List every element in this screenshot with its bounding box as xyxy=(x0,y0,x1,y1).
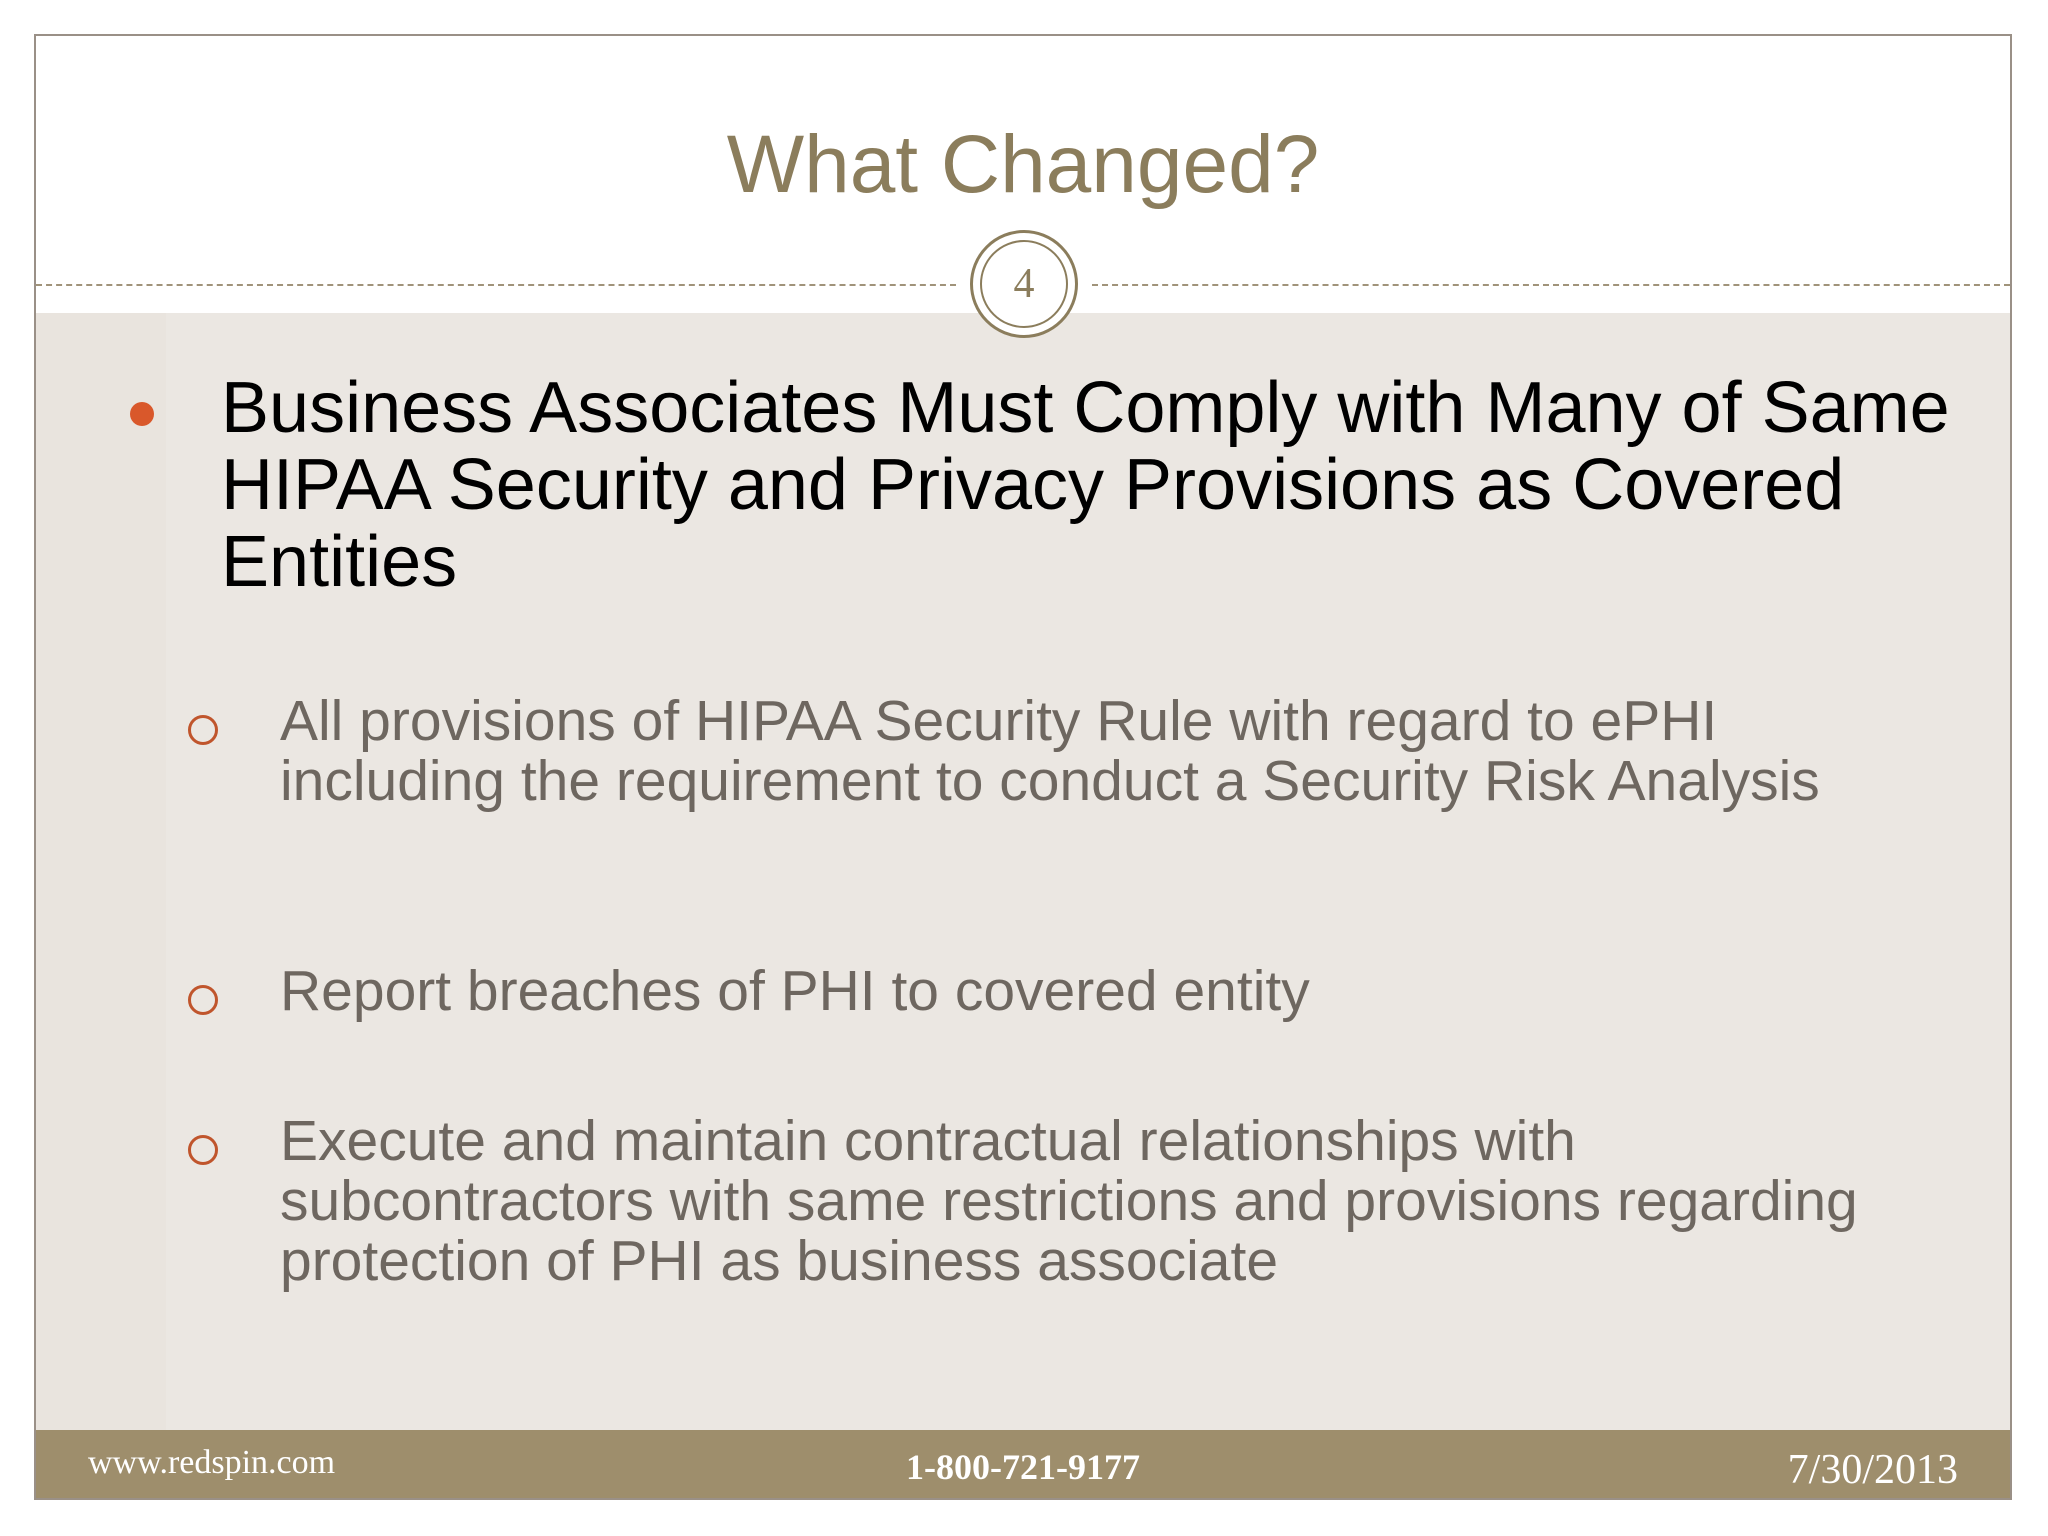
hollow-circle-bullet-icon xyxy=(188,985,218,1015)
title-divider-right xyxy=(1092,284,2010,286)
sub-bullet-text: All provisions of HIPAA Security Rule with regard to ePHI including the requirement to conduct a Security Risk Analysis xyxy=(280,689,1820,813)
footer-phone: 1-800-721-9177 xyxy=(906,1447,1140,1487)
hollow-circle-bullet-icon xyxy=(188,715,218,745)
sub-bullet xyxy=(188,1111,1888,1291)
page-number: 4 xyxy=(980,240,1068,328)
sub-bullet-text: Execute and maintain contractual relationships with subcontractors with same restrictions and provisions regarding protection of PHI as business associate xyxy=(280,1109,1858,1293)
slide-title: What Changed? xyxy=(726,119,1320,210)
footer-date: 7/30/2013 xyxy=(1787,1447,1958,1493)
hollow-circle-bullet-icon xyxy=(188,1135,218,1165)
sub-bullet xyxy=(188,691,1888,811)
sub-bullet-text: Report breaches of PHI to covered entity xyxy=(280,959,1310,1023)
main-bullet-text: Business Associates Must Comply with Many of Same HIPAA Security and Privacy Provisions as Covered Entities xyxy=(221,368,1950,602)
page-number-badge xyxy=(970,230,1078,338)
footer-band xyxy=(36,1430,2010,1500)
main-bullet xyxy=(130,370,1950,601)
filled-circle-bullet-icon xyxy=(130,402,154,426)
footer-url: www.redspin.com xyxy=(88,1444,336,1481)
sub-bullet xyxy=(188,961,1888,1021)
title-divider-left xyxy=(36,284,956,286)
slide xyxy=(34,34,2012,1500)
